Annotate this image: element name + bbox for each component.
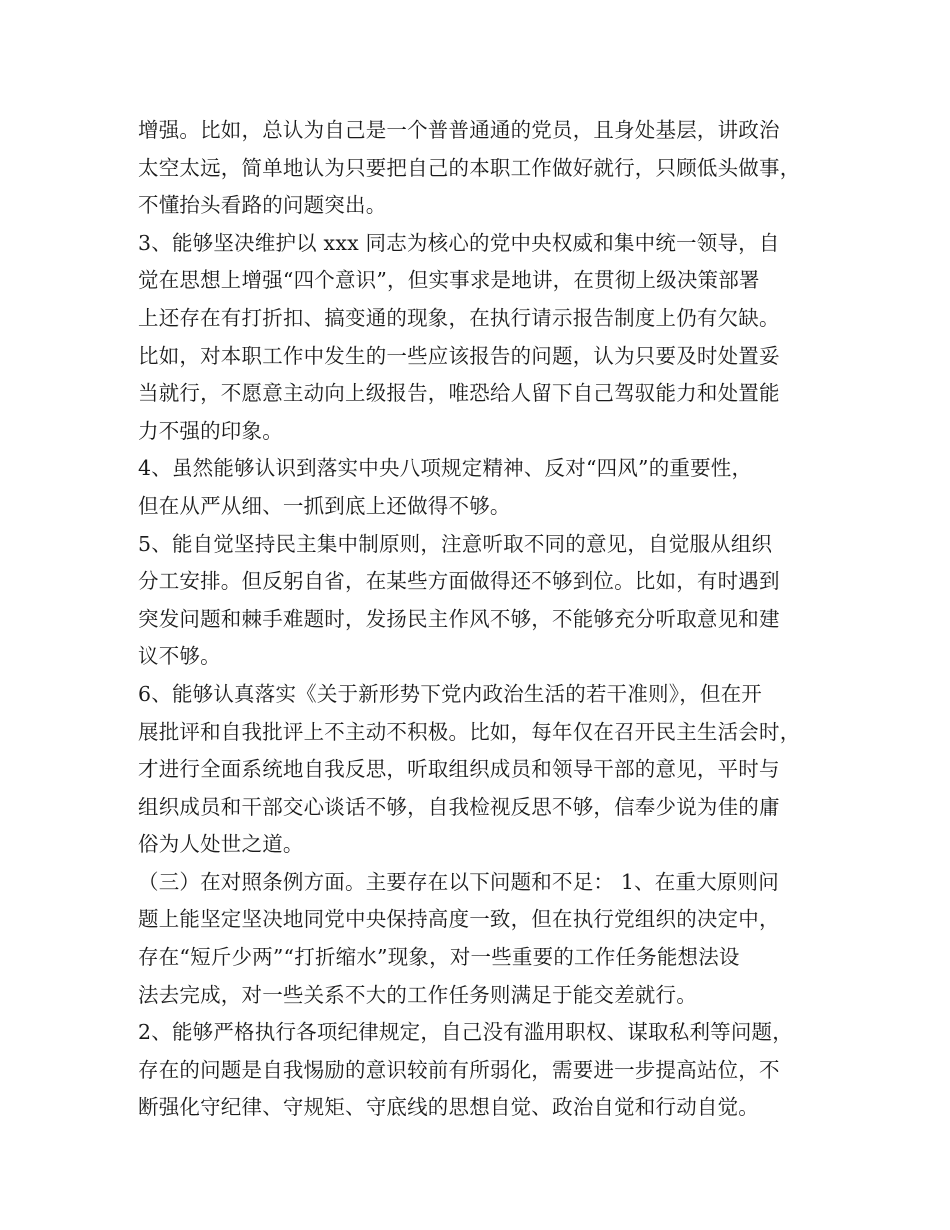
text-line: 2、能够严格执行各项纪律规定，自己没有滥用职权、谋取私利等问题， bbox=[138, 1020, 793, 1045]
text-line: 6、能够认真落实《关于新形势下党内政治生活的若干准则》，但在开 bbox=[138, 681, 762, 706]
text-line: 才进行全面系统地自我反思，听取组织成员和领导干部的意见，平时与 bbox=[138, 757, 780, 782]
document-body bbox=[138, 112, 838, 1127]
text-line: 分工安排。但反躬自省，在某些方面做得还不够到位。比如，有时遇到 bbox=[138, 569, 780, 594]
text-line: 断强化守纪律、守规矩、守底线的思想自觉、政治自觉和行动自觉。 bbox=[138, 1095, 759, 1120]
text-line: 突发问题和棘手难题时，发扬民主作风不够，不能够充分听取意见和建 bbox=[138, 606, 780, 631]
text-line: 力不强的印象。 bbox=[138, 418, 283, 443]
text-line: 3、能够坚决维护以 xxx 同志为核心的党中央权威和集中统一领导，自 bbox=[138, 230, 780, 255]
text-line: 题上能坚定坚决地同党中央保持高度一致，但在执行党组织的决定中， bbox=[138, 907, 780, 932]
text-line: 当就行，不愿意主动向上级报告，唯恐给人留下自己驾驭能力和处置能 bbox=[138, 381, 780, 406]
text-line: 太空太远，简单地认为只要把自己的本职工作做好就行，只顾低头做事， bbox=[138, 155, 801, 180]
text-line: 议不够。 bbox=[138, 644, 221, 669]
text-line: 增强。比如，总认为自己是一个普普通通的党员，且身处基层，讲政治 bbox=[138, 118, 780, 142]
text-line: 但在从严从细、一抓到底上还做得不够。 bbox=[138, 493, 511, 518]
text-line: 法去完成，对一些关系不大的工作任务则满足于能交差就行。 bbox=[138, 982, 697, 1007]
text-line: 比如，对本职工作中发生的一些应该报告的问题，认为只要及时处置妥 bbox=[138, 343, 780, 368]
text-line: 存在的问题是自我惕励的意识较前有所弱化，需要进一步提高站位，不 bbox=[138, 1057, 780, 1082]
text-line: 展批评和自我批评上不主动不积极。比如，每年仅在召开民主生活会时， bbox=[138, 719, 801, 744]
text-line: 不懂抬头看路的问题突出。 bbox=[138, 193, 387, 218]
text-line: 组织成员和干部交心谈话不够，自我检视反思不够，信奉少说为佳的庸 bbox=[138, 794, 780, 819]
text-line: 4、虽然能够认识到落实中央八项规定精神、反对“四风”的重要性， bbox=[138, 456, 753, 481]
text-line: 俗为人处世之道。 bbox=[138, 832, 304, 857]
text-line: （三）在对照条例方面。主要存在以下问题和不足： 1、在重大原则问 bbox=[138, 869, 779, 894]
text-line: 5、能自觉坚持民主集中制原则，注意听取不同的意见，自觉服从组织 bbox=[138, 531, 773, 556]
text-line: 觉在思想上增强“四个意识”，但实事求是地讲，在贯彻上级决策部署 bbox=[138, 268, 760, 293]
text-line: 上还存在有打折扣、搞变通的现象，在执行请示报告制度上仍有欠缺。 bbox=[138, 305, 780, 330]
text-line: 存在“短斤少两”“打折缩水”现象，对一些重要的工作任务能想法设 bbox=[138, 945, 740, 970]
